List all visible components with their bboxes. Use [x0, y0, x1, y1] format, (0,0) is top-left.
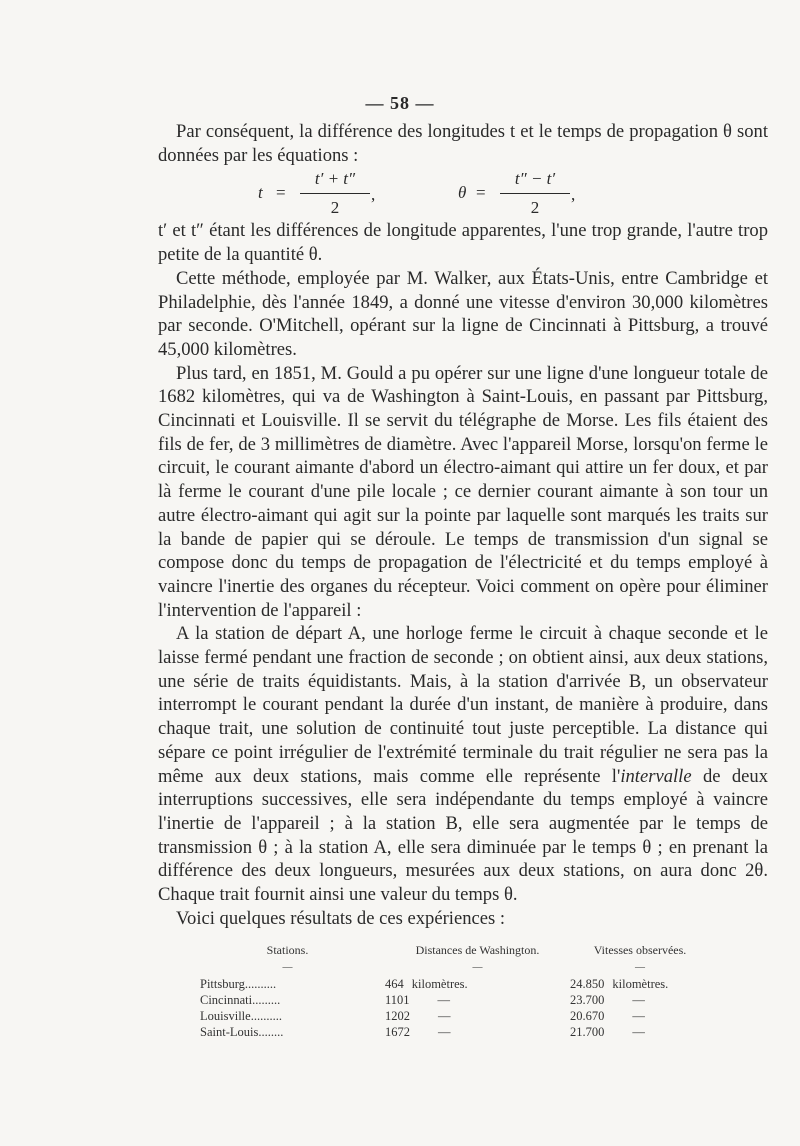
distance-cell [375, 1008, 570, 1024]
fraction-1-bar [300, 193, 370, 194]
header-dash-1: — [282, 962, 293, 973]
station-cell: Pittsburg.......... [200, 977, 277, 991]
fraction-1 [300, 167, 370, 219]
speed-value: 23.700 [570, 993, 605, 1007]
speed-cell [570, 992, 710, 1008]
station-cell: Louisville.......... [200, 1009, 282, 1023]
body-text [158, 120, 768, 931]
distance-unit: — [438, 1009, 451, 1023]
eq-equals-2: = [476, 183, 486, 203]
fraction-2 [500, 167, 570, 219]
distance-value: 464 [385, 977, 404, 991]
paragraph-3: Cette méthode, employée par M. Walker, aux États-Unis, entre Cambridge et Philadelphie, dès l'année 1849, a donné une vitesse d'environ 30,000 kilomètres par seconde. O'Mitchell, opérant sur la ligne de Cincinnati à Pittsburg, a trouvé 45,000 kilomètres. [158, 267, 768, 360]
table-row [200, 1008, 710, 1024]
eq-comma-1: , [371, 185, 376, 205]
paragraph-6: Voici quelques résultats de ces expériences : [176, 907, 506, 929]
eq-lhs-t: t [258, 183, 263, 203]
results-table [200, 943, 710, 1040]
fraction-1-denominator: 2 [330, 198, 340, 218]
station-cell: Cincinnati......... [200, 993, 281, 1007]
eq-comma-2: , [571, 185, 576, 205]
header-speeds: Vitesses observées. [593, 943, 687, 957]
distance-value: 1202 [385, 1009, 410, 1023]
paragraph-5-part-1: A la station de départ A, une horloge ferme le circuit à chaque seconde et le laisse fermé pendant une fraction de seconde ; on obtient ainsi, aux deux stations, une série de traits équidistants. Mais, à la station d'arrivée B, un observateur interrompt le courant pendant la durée d'un instant, de manière à produire, dans chaque trait, une solution de continuité tout juste perceptible. La distance qui sépare ce point irrégulier de l'extrémité terminale du trait régulier ne sera pas la même aux deux stations, mais comme elle représente l' [158, 623, 768, 787]
distance-value: 1101 [385, 993, 410, 1007]
paragraph-5-part-2: de deux interruptions successives, elle sera indépendante du temps employé à vaincre l'inertie de l'appareil ; à la station B, elle sera augmentée par le temps de transmission θ ; à la station A, elle sera diminuée par le temps θ ; en prenant la différence des deux longueurs, mesurées aux deux stations, on aura donc 2θ. Chaque trait fournit ainsi une valeur du temps θ. [158, 765, 768, 906]
page-number: — 58 — [365, 93, 435, 113]
fraction-2-denominator: 2 [530, 198, 540, 218]
header-dash-row [200, 960, 710, 976]
speed-unit: kilomètres. [612, 977, 669, 991]
fraction-1-numerator: t′ + t″ [314, 169, 356, 189]
speed-cell [570, 1008, 710, 1024]
distance-unit: — [437, 993, 451, 1007]
speed-cell [570, 1024, 710, 1040]
table-header-row [200, 943, 710, 960]
station-cell: Saint-Louis........ [200, 1025, 284, 1039]
eq-equals-1: = [276, 183, 286, 203]
speed-value: 24.850 [570, 977, 605, 991]
header-stations: Stations. [266, 943, 309, 957]
speed-unit: — [632, 1025, 645, 1039]
equations [158, 167, 768, 219]
header-dash-2: — [472, 962, 483, 973]
emphasis-intervalle: intervalle [620, 765, 692, 787]
distance-unit: — [438, 1025, 451, 1039]
table-row [200, 992, 710, 1008]
header-distances: Distances de Washington. [415, 943, 540, 957]
distance-cell [375, 992, 570, 1008]
paragraph-4: Plus tard, en 1851, M. Gould a pu opérer sur une ligne d'une longueur totale de 1682 kilomètres, qui va de Washington à Saint-Louis, en passant par Pittsburg, Cincinnati et Louisville. Il se servit du télégraphe de Morse. Les fils étaient des fils de fer, de 3 millimètres de diamètre. Avec l'appareil Morse, lorsqu'on ferme le circuit, le courant aimante d'abord un électro-aimant qui attire un fer doux, et par là ferme le courant d'une pile locale ; ce dernier courant aimante à son tour un autre électro-aimant qui agit sur la pointe par laquelle sont marqués les traits sur la bande de papier qui se déroule. Le temps de transmission d'un signal se compose donc du temps de propagation de l'électricité et du temps employé à vaincre l'inertie des organes du récepteur. Voici comment on opère pour éliminer l'intervention de l'appareil : [158, 362, 768, 621]
table-row [200, 1024, 710, 1040]
speed-cell [570, 976, 710, 992]
paragraph-5 [158, 622, 768, 906]
speed-value: 21.700 [570, 1025, 605, 1039]
distance-unit: kilomètres. [411, 977, 468, 991]
fraction-2-numerator: t″ − t′ [514, 169, 556, 189]
fraction-2-bar [500, 193, 570, 194]
speed-unit: — [632, 1009, 645, 1023]
table-row [200, 976, 710, 992]
eq-lhs-theta: θ [458, 183, 467, 203]
distance-cell [375, 976, 570, 992]
header-dash-3: — [635, 962, 645, 973]
speed-unit: — [632, 993, 645, 1007]
distance-cell [375, 1024, 570, 1040]
paragraph-2: t′ et t″ étant les différences de longitude apparentes, l'une trop grande, l'autre trop petite de la quantité θ. [158, 220, 768, 266]
speed-value: 20.670 [570, 1009, 605, 1023]
distance-value: 1672 [385, 1025, 410, 1039]
paragraph-1: Par conséquent, la différence des longitudes t et le temps de propagation θ sont données par les équations : [158, 121, 768, 166]
